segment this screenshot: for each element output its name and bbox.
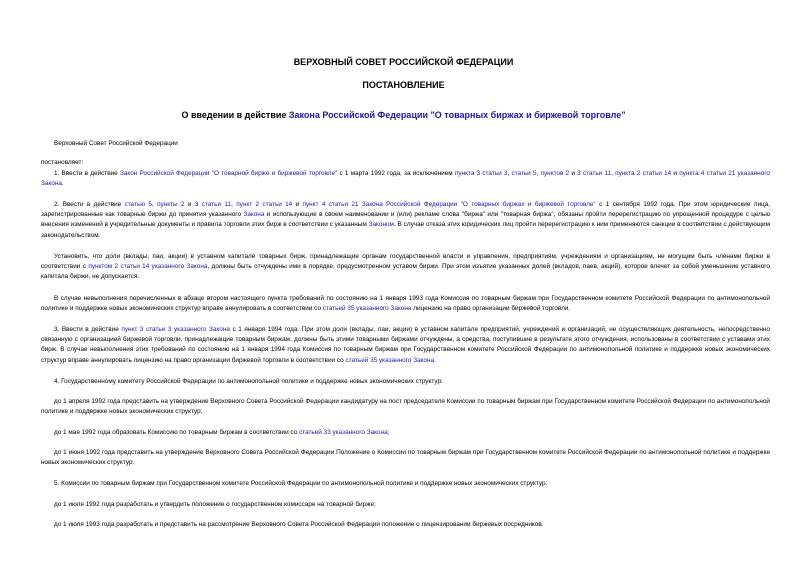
paragraph-text: ; (387, 429, 390, 436)
paragraph-text: 2. Ввести в действие (54, 201, 125, 208)
paragraph-text: , (507, 170, 512, 177)
paragraph-text: , (151, 201, 158, 208)
paragraph-p11 (41, 479, 770, 489)
paragraph-text: 1. Ввести в действие (54, 170, 120, 177)
legal-reference-link[interactable]: статьей 35 указанного Закона (345, 356, 435, 364)
paragraph-text: до 1 апреля 1992 года представить на утверждение Верховного Совета Российской Федерации кандидатуру на пост председателя Комиссии по товарным биржам при Государственном комитете Российской Федерации по антимонопольной политике и поддержке новых экономических структур; (41, 398, 770, 416)
paragraph-text: до 1 июля 1993 года разработать и представить на рассмотрение Верховного Совета Российской Федерации положение о лицензировании биржевых посредников. (54, 521, 544, 528)
paragraph-text: , (536, 170, 541, 177)
legal-reference-link[interactable]: Законом (368, 221, 394, 229)
paragraph-text: до 1 июля 1992 года разработать и утвердить положение о государственном комиссаре на товарной бирже; (54, 501, 376, 508)
paragraph-p10 (41, 448, 770, 468)
paragraph-text: постановляет: (41, 159, 84, 166)
legal-reference-link[interactable]: пункт 2 статьи 14 (236, 201, 293, 208)
legal-reference-link[interactable]: пунктом 2 статьи 14 указанного Закона (88, 263, 208, 271)
paragraph-text: 4. Государственному комитету Российской Федерации по антимонопольной политике и поддержке новых экономических структур: (54, 378, 443, 385)
paragraph-text: 5. Комиссии по товарным биржам при Государственном комитете Российской Федерации по антимонопольной политике и поддержке новых экономических структур: (54, 480, 548, 487)
legal-reference-link[interactable]: пункт 4 статьи 21 Закона Российской Федерации "О товарных биржах и биржевой торговле" (302, 201, 596, 208)
document-type-heading: ПОСТАНОВЛЕНИЕ (362, 80, 445, 90)
paragraph-text: , (231, 201, 237, 208)
paragraph-text: и (292, 201, 303, 208)
legal-reference-link[interactable]: пункты 2 (157, 201, 185, 208)
paragraph-text: и (184, 201, 195, 208)
document-title-prefix: О введении в действие (181, 110, 289, 120)
legal-reference-link[interactable]: пункта 3 статьи 3 (454, 170, 508, 177)
legal-reference-link[interactable]: 3 статьи 11 (194, 201, 232, 208)
paragraph-p2 (41, 169, 770, 189)
legal-reference-link[interactable]: пункта 2 статьи 14 (615, 170, 672, 177)
paragraph-text: 3. Ввести в действие (54, 326, 122, 333)
paragraph-text: с 1 марта 1992 года, за исключением (337, 170, 455, 177)
paragraph-text: и использующие в своем наименовании и (или) рекламе слова "биржа" или "товарная биржа", обязаны пройти перерегистрацию по упрощенной процедуре с целью внесения изменений в учредительные документы и правила торговли этих бирж в соответствии с указанным (41, 211, 770, 229)
document-title (0, 110, 807, 121)
paragraph-text: с 1 января 1994 года. При этом доли (вклады, паи, акции) в уставном капитале предприятий, учреждений и организаций, не осуществляющих деятельность, непосредственно связанную с организацией биржевой торговли, принадлежащие товарным биржам, должны быть этими товарными биржами отчуждены, а средства, поступившие в результате этого отчуждения, использованы в соответствии с уставами этих бирж. В случае невыполнения этих требований по состоянию на 1 января 1994 года Комиссия по товарным биржам при Государственном комитете Российской Федерации по антимонопольной политике и поддержке новых экономических структур вправе аннулировать лицензию на право организации биржевой торговли в соответствии со (41, 326, 771, 364)
paragraph-text: Верховный Совет Российской Федерации (54, 140, 178, 147)
legal-reference-link[interactable]: пункт 3 статьи 3 указанного Закона (121, 326, 230, 333)
paragraph-p4 (41, 252, 770, 283)
paragraph-text: , (611, 170, 616, 177)
paragraph-p8 (41, 397, 770, 417)
paragraph-text: . (61, 180, 64, 188)
paragraph-text: до 1 июня 1992 года представить на утверждение Верховного Совета Российской Федерации Положение о Комиссии по товарным биржам при Государственном комитете Российской Федерации по антимонопольной политике и поддержке новых экономических структур. (41, 449, 770, 467)
paragraph-text: , должны быть отчуждены ими в порядке, предусмотренном уставом биржи. При этом изъятие указанных долей (вкладов, паев, акций), которое влечет за собой уменьшение уставного капитала биржи, не допускается. (41, 263, 770, 281)
paragraph-text: и (671, 170, 680, 177)
legal-reference-link[interactable]: пунктов 2 (540, 170, 570, 177)
paragraph-text: до 1 мая 1992 года образовать Комиссию по товарным биржам в соответствии со (54, 429, 300, 436)
paragraph-p0 (41, 139, 770, 149)
paragraph-p7 (41, 377, 770, 387)
legal-reference-link[interactable]: статьей 35 указанного Закона (322, 305, 412, 313)
paragraph-p5 (41, 294, 770, 314)
legal-reference-link[interactable]: статьей 33 указанного Закона (299, 429, 388, 436)
legal-reference-link[interactable]: статью 5 (124, 201, 152, 208)
paragraph-p12 (41, 500, 770, 510)
paragraph-text: Установить, что доли (вклады, паи, акции) в уставном капитале товарных бирж, принадлежащие органам государственной власти и управления, предприятиям, учреждениям и организациям, не могущим быть членами биржи в соответствии с (41, 253, 770, 271)
paragraph-p6 (41, 325, 770, 366)
legal-reference-link[interactable]: статьи 5 (511, 170, 537, 177)
paragraph-text: и (569, 170, 578, 177)
paragraph-text: В случае невыполнения перечисленных в абзаце втором настоящего пункта требований по состоянию на 1 января 1993 года Комиссия по товарным биржам при Государственном комитете Российской Федерации по антимонопольной политике и поддержке новых экономических структур вправе аннулировать в соответствии со (41, 295, 770, 313)
issuing-body-heading: ВЕРХОВНЫЙ СОВЕТ РОССИЙСКОЙ ФЕДЕРАЦИИ (293, 57, 514, 67)
paragraph-p1 (41, 158, 770, 168)
legal-reference-link[interactable]: Закона (243, 211, 265, 219)
paragraph-text: лицензию на право организации биржевой торговли. (411, 305, 571, 313)
paragraph-p3 (41, 200, 770, 241)
legal-reference-link[interactable]: 3 статьи 11 (577, 170, 612, 177)
paragraph-text: . (434, 356, 436, 364)
paragraph-p13 (41, 520, 770, 530)
paragraph-p9 (41, 428, 770, 438)
law-title-link[interactable]: Закона Российской Федерации "О товарных биржах и биржевой торговле" (288, 110, 626, 120)
paragraph-text: с 1 сентября 1992 года. При этом юридические лица, зарегистрированные как товарные биржи до принятия указанного (41, 201, 771, 219)
legal-reference-link[interactable]: пункта 4 статьи 21 указанного Закона (41, 170, 770, 188)
paragraph-text: . В случае отказа этих юридических лиц пройти перерегистрацию к ним применяются санкции в соответствии с действующим законодательством. (41, 221, 770, 239)
legal-reference-link[interactable]: Закон Российской Федерации "О товарной бирже и биржевой торговле" (119, 170, 338, 177)
